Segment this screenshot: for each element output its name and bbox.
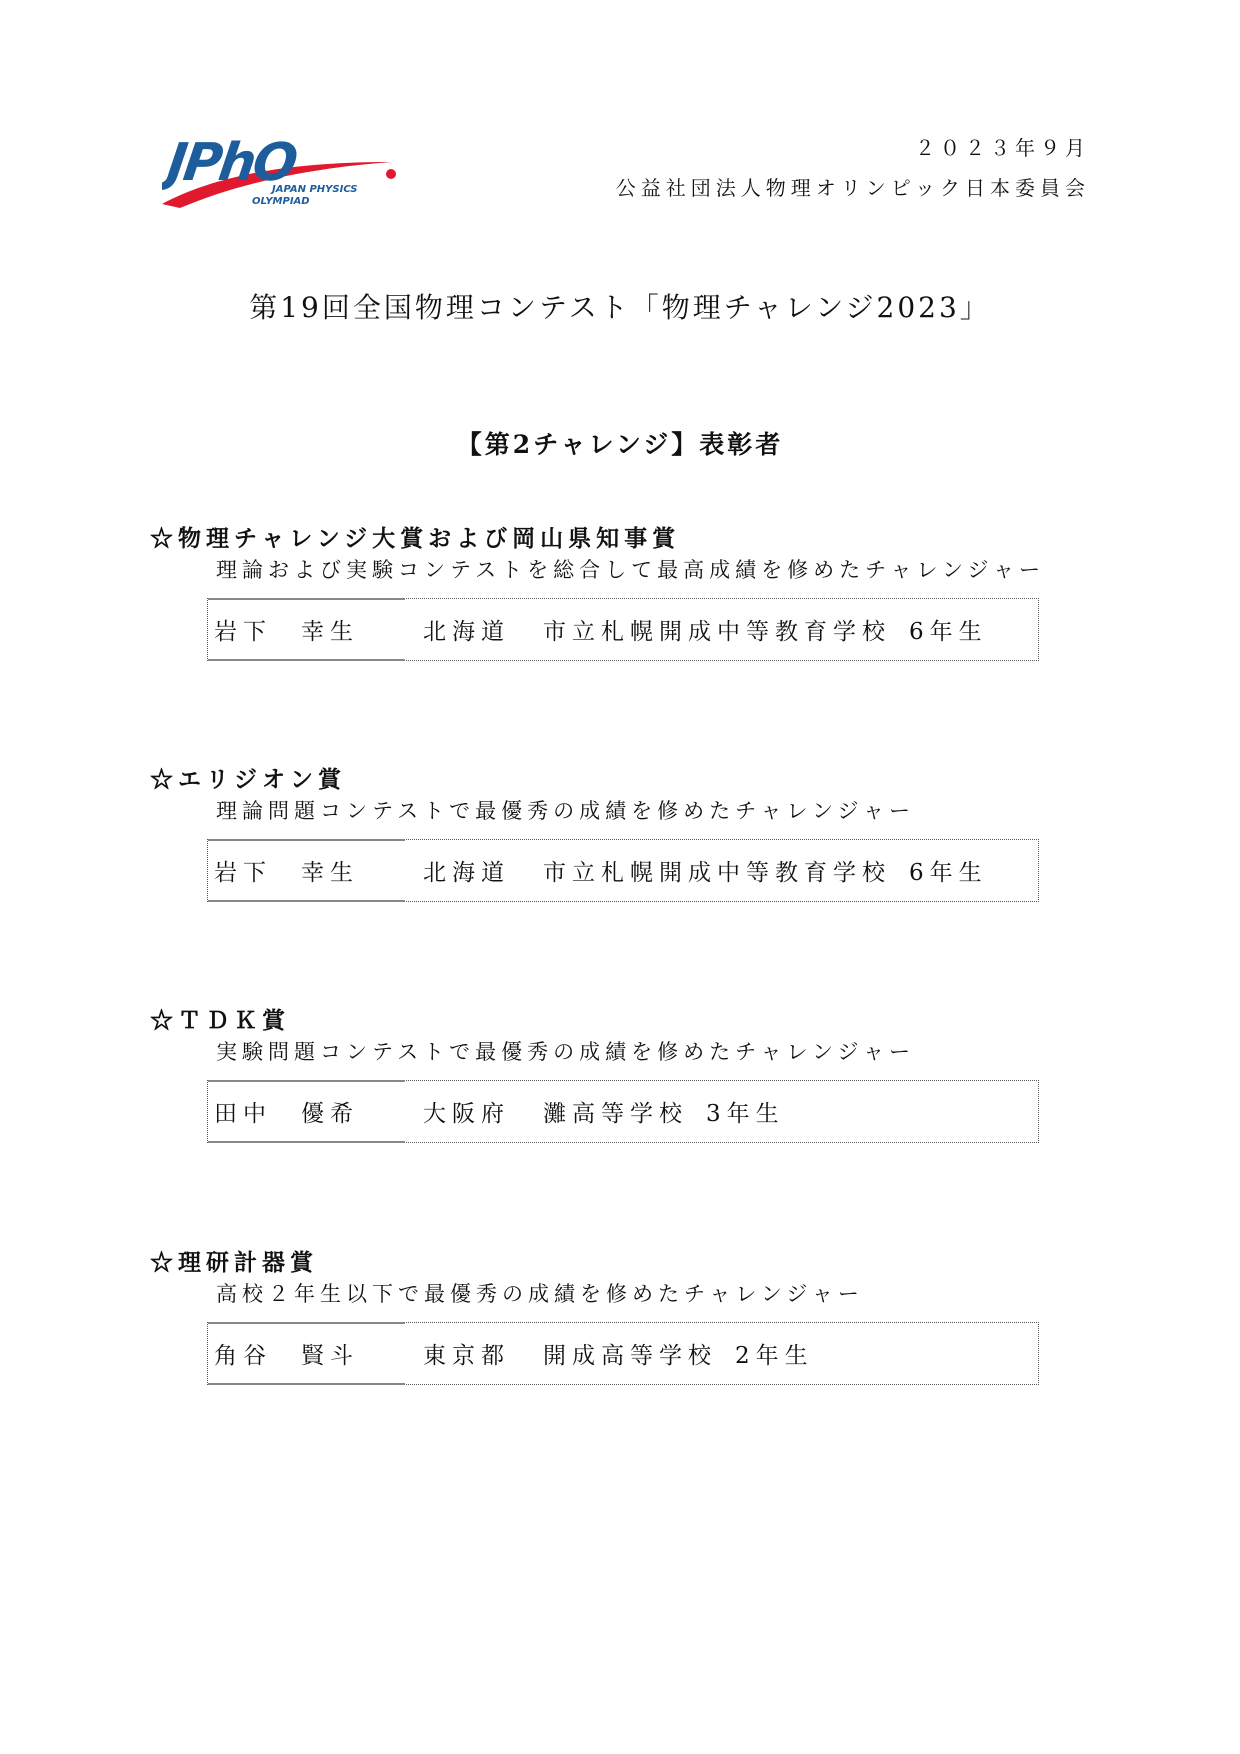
winner-prefecture: 北海道 [423, 860, 510, 886]
box-rule [208, 659, 405, 661]
winner-name: 角谷 賢斗 [214, 1343, 359, 1369]
document-title: 第19回全国物理コンテスト「物理チャレンジ2023」 [249, 291, 991, 324]
winner-grade: 6年生 [909, 860, 988, 886]
winner-box [207, 839, 1039, 902]
winner-box [207, 1080, 1039, 1143]
award-section [150, 1006, 1050, 1143]
box-rule [208, 1383, 405, 1385]
award-description: 実験問題コンテストで最優秀の成績を修めたチャレンジャー [216, 1040, 916, 1064]
award-section [150, 1248, 1050, 1385]
winner-school: 市立札幌開成中等教育学校 [543, 619, 891, 645]
jpho-logo [162, 132, 412, 222]
box-rule [208, 839, 405, 841]
winner-name: 岩下 幸生 [214, 860, 359, 886]
award-section [150, 765, 1050, 902]
winner-box [207, 1322, 1039, 1385]
document-header [616, 128, 1090, 208]
winner-name: 田中 優希 [214, 1101, 359, 1127]
award-description: 高校２年生以下で最優秀の成績を修めたチャレンジャー [216, 1282, 864, 1306]
winner-prefecture: 東京都 [423, 1343, 510, 1369]
award-description: 理論問題コンテストで最優秀の成績を修めたチャレンジャー [216, 799, 916, 823]
organization-name: 公益社団法人物理オリンピック日本委員会 [615, 176, 1090, 200]
award-title: ☆ＴＤＫ賞 [150, 1007, 290, 1034]
box-rule [208, 1141, 405, 1143]
award-description: 理論および実験コンテストを総合して最高成績を修めたチャレンジャー [216, 558, 1046, 582]
winner-school: 開成高等学校 [543, 1343, 717, 1369]
logo-sub-line1: JAPAN PHYSICS [272, 184, 358, 195]
award-title: ☆物理チャレンジ大賞および岡山県知事賞 [150, 525, 681, 552]
logo-sub-line2: OLYMPIAD [252, 196, 310, 207]
winner-school: 市立札幌開成中等教育学校 [543, 860, 891, 886]
box-rule [208, 1322, 405, 1324]
winner-school: 灘高等学校 [543, 1101, 688, 1127]
box-rule [208, 598, 405, 600]
winner-prefecture: 北海道 [423, 619, 510, 645]
jpho-logo-graphic [162, 132, 412, 222]
box-rule [208, 900, 405, 902]
box-rule [208, 1080, 405, 1082]
award-section [150, 524, 1050, 661]
award-title: ☆エリジオン賞 [150, 766, 346, 793]
winner-grade: 2年生 [735, 1343, 814, 1369]
document-date: ２０２３年９月 [915, 136, 1090, 160]
winner-prefecture: 大阪府 [423, 1101, 510, 1127]
logo-main-text: JPhO [163, 133, 299, 193]
winner-grade: 3年生 [706, 1101, 785, 1127]
award-title: ☆理研計器賞 [150, 1249, 318, 1276]
winner-grade: 6年生 [909, 619, 988, 645]
winner-name: 岩下 幸生 [214, 619, 359, 645]
document-subtitle: 【第2チャレンジ】表彰者 [456, 430, 784, 459]
winner-box [207, 598, 1039, 661]
